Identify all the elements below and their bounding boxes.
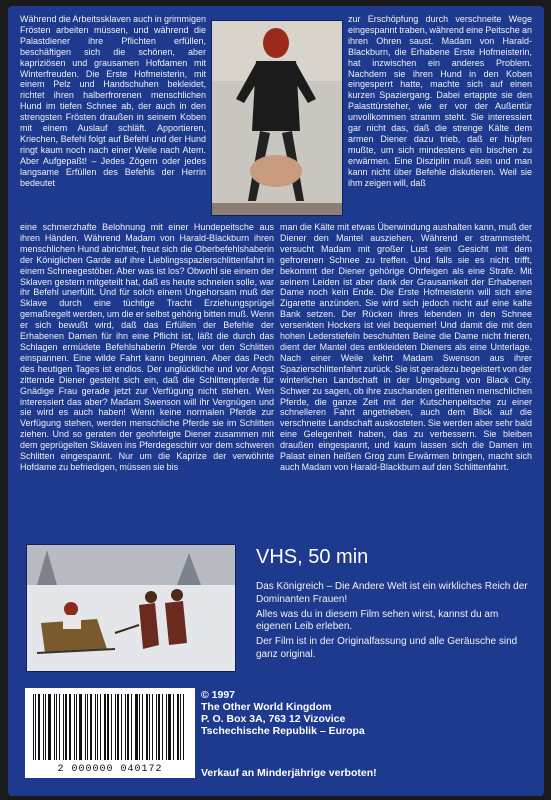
- barcode-stripe: [54, 694, 55, 760]
- barcode-stripe: [121, 694, 122, 760]
- barcode-stripe: [149, 694, 150, 760]
- description-line-2: Alles was du in diesem Film sehen wirst, kannst du am eigenen Leib erleben.: [256, 608, 499, 633]
- barcode-stripe: [85, 694, 86, 760]
- photo-top: [211, 20, 343, 216]
- publisher-address: P. O. Box 3A, 763 12 Vizovice: [201, 713, 346, 725]
- barcode-stripe: [125, 694, 126, 760]
- barcode-stripe: [59, 694, 60, 760]
- text-block-left: eine schmerzhafte Belohnung mit einer Hundepeitsche aus ihren Händen. Während Madam von Harald-Blackburn ihren menschlichen Hund abrichtet, freut sich die Oberbefehlshaberin der Königlichen Garde auf ihre Lieblingsspazierschlittenfahrt in einem Schneegestöber. Aber was ist los? Obwohl sie einem der Sklaven gestern mitgeteilt hat, daß es heute schneien solle, war ihr Befehl unerfüllt. Und für solch einem Ungehorsam muß der Sklave durch eine tüchtige Tracht Erziehungsprügel gemaßregelt werden, um die er selbst gehörig bitten muß. Wenn er sich bewußt wird, daß das Erfüllen der Befehle der Erhabenen Damen für ihn eine Pflicht ist, läßt die durch das Schlagen ermüdete Befehlshaberin Pferde vor den Schlitten einspannen. Eine wilde Fahrt kann beginnen. Aber das Pech des heutigen Tages ist endlos. Der unglückliche und vor Angst zitternde Diener gesteht sich ein, daß die Schlittenpferde für Gnädige Frau gerade jetzt zur Verfügung nicht stehen. Wen interessiert das aber? Madam Swenson will ihr Vergnügen und sie wird es auch haben! Wenn keine normalen Pferde zur Verfügung stehen, werden menschliche Pferde sie im Schlitten ziehen. Und so geraten der geohrfeigte Diener zusammen mit dem geprügelten Sklaven ins Pferdegeschirr vor dem schweren Schlitten eingespannt. Nur um die Kaprize der verwöhnte Hofdame zu befriedigen, müssen sie bis: [20, 222, 274, 472]
- barcode-stripe: [56, 694, 58, 760]
- barcode-stripe: [104, 694, 106, 760]
- barcode-stripe: [111, 694, 112, 760]
- barcode-stripe: [33, 694, 34, 760]
- description-line-1: Das Königreich – Die Andere Welt ist ein wirkliches Reich der Dominanten Frauen!: [256, 581, 528, 605]
- barcode-stripe: [97, 694, 98, 760]
- barcode-stripe: [183, 694, 184, 760]
- barcode-stripe: [131, 694, 132, 760]
- barcode-stripe: [162, 694, 163, 760]
- barcode-stripe: [127, 694, 129, 760]
- barcode-stripe: [107, 694, 110, 760]
- barcode-stripe: [45, 694, 46, 760]
- barcode-stripe: [173, 694, 174, 760]
- photo-top-image: [212, 21, 342, 215]
- barcode-stripe: [74, 694, 75, 760]
- publisher-info: [201, 689, 365, 737]
- description: [256, 581, 531, 664]
- barcode-stripe: [177, 694, 179, 760]
- barcode-stripe: [117, 694, 119, 760]
- barcode-stripe: [100, 694, 101, 760]
- barcode-stripe: [135, 694, 138, 760]
- barcode-stripe: [38, 694, 40, 760]
- barcode-stripe: [79, 694, 82, 760]
- barcode-stripe: [48, 694, 51, 760]
- barcode-stripe: [87, 694, 88, 760]
- barcode-stripe: [76, 694, 77, 760]
- copyright: © 1997: [201, 689, 236, 701]
- back-cover: [8, 6, 544, 796]
- barcode-number: 2 000000 040172: [57, 764, 163, 775]
- barcode-bars: [33, 694, 187, 760]
- barcode-stripe: [152, 694, 153, 760]
- photo-bottom-image: [27, 545, 235, 671]
- barcode-stripe: [146, 694, 148, 760]
- text-column-right: zur Erschöpfung durch verschneite Wege eingespannt traben, während eine Peitsche an ihren Ohren saust. Madam von Harald-Blackburn, die Erhabene Erste Hofmeisterin, hat inzwischen ein anderes Problem. Nachdem sie ihren Hund in den Koben eingesperrt hatte, machte sich auf einen kurzen Spaziergang. Dabei ertappte sie den Palasttürsteher, wie er vor der Außentür unvollkommen stramm steht. Sie interessiert gar nicht das, daß die strenge Kälte dem armen Diener dazu trieb, daß er hüpfen mußte, um sich mindestens ein bischen zu erwärmen. Eine Disziplin muß sein und man kann nicht über Befehle diskutieren. Weil sie ihm zeigen will, daß: [348, 14, 532, 188]
- barcode-stripe: [35, 694, 36, 760]
- barcode-stripe: [95, 694, 96, 760]
- barcode-stripe: [63, 694, 64, 760]
- barcode-stripe: [180, 694, 181, 760]
- barcode-stripe: [115, 694, 116, 760]
- description-line-3: Der Film ist in der Originalfassung und alle Geräusche sind ganz original.: [256, 636, 518, 660]
- barcode: [25, 688, 195, 778]
- age-warning: Verkauf an Minderjährige verboten!: [201, 767, 377, 779]
- barcode-stripe: [69, 694, 71, 760]
- publisher-country: Tschechische Republik – Europa: [201, 725, 365, 737]
- barcode-stripe: [158, 694, 160, 760]
- barcode-stripe: [168, 694, 171, 760]
- publisher-name: The Other World Kingdom: [201, 701, 332, 713]
- text-column-left: Während die Arbeitssklaven auch in grimmigen Frösten arbeiten müssen, und während die Palastdiener ihre Pflichten erfüllen, beschäftigen sich die schönen, aber kapriziösen und grausamen Hofdamen mit Winterfreuden. Die Erste Hofmeisterin, mit einem Pelz und Handschuhen bekleidet, richtet ihren halberfrorenen menschlichen Hund im tiefen Schnee ab, der auch in den strengsten Frösten draußen in seinem Koben mit einem Auslauf schläft. Apportieren, Kriechen, Befehl folgt auf Befehl und der Hund ringt kaum noch nach einer Weile nach Atem. Aber Aufgepaßt! – Jedes Zögern oder jedes langsame Erfüllen des Befehls der Herrin bedeutet: [20, 14, 206, 188]
- barcode-stripe: [156, 694, 158, 760]
- text-block-right: man die Kälte mit etwas Überwindung aushalten kann, muß der Diener den Mantel ausziehen, Während er strammsteht, versucht Madam mit großer Lust sein Gesicht mit dem gefrorenen Schnee zu treffen. Und falls sie es nicht trifft, bekommt der Diener gehörige Ohrfeigen als eine Strafe. Mit seinem Leiden ist aber dank der Grausamkeit der Erhabenen Dame noch kein Ende. Die Erste Hofmeisterin will sich eine Zigarette anzünden. Sie wird sich jedoch nicht auf eine kalte Bank setzen. Der Rücken ihres lebenden in den Schnee versenkten Hockers ist viel bequemer! Und damit die mit den hohen Lederstiefeln beschuhten Beine die Dame nicht frieren, dient der Mantel des entkleideten Dieners als eine Unterlage. Nach einer Weile kehrt Madam Swenson aus ihrer Spazierschlittenfahrt zurück. Sie ist geradezu begeistert von der winterlichen Landschaft in der Umgebung von Black City. Schwer zu sagen, ob ihre zuschanden gerittenen menschlichen Pferde, die ganze Zeit mit der Kutschenpeitsche zu einer schnelleren Fahrt angetrieben, auch dem Blick auf die verschneite Landschaft auskosteten. Sie werden aber sehr bald eine Gelegenheit haben, das zu verbessern. Sie bleiben draußen eingespannt, und kaum lassen sich die Damen im Palast einen heißen Grog zum Erwärmen bringen, macht sich auch Madam von Harald-Blackburn auf den Schlittenfahrt.: [280, 222, 532, 472]
- barcode-stripe: [166, 694, 167, 760]
- barcode-stripe: [43, 694, 44, 760]
- barcode-stripe: [139, 694, 140, 760]
- barcode-stripe: [142, 694, 143, 760]
- photo-bottom: [26, 544, 236, 672]
- barcode-stripe: [65, 694, 67, 760]
- barcode-stripe: [90, 694, 92, 760]
- format-heading: VHS, 50 min: [256, 546, 369, 568]
